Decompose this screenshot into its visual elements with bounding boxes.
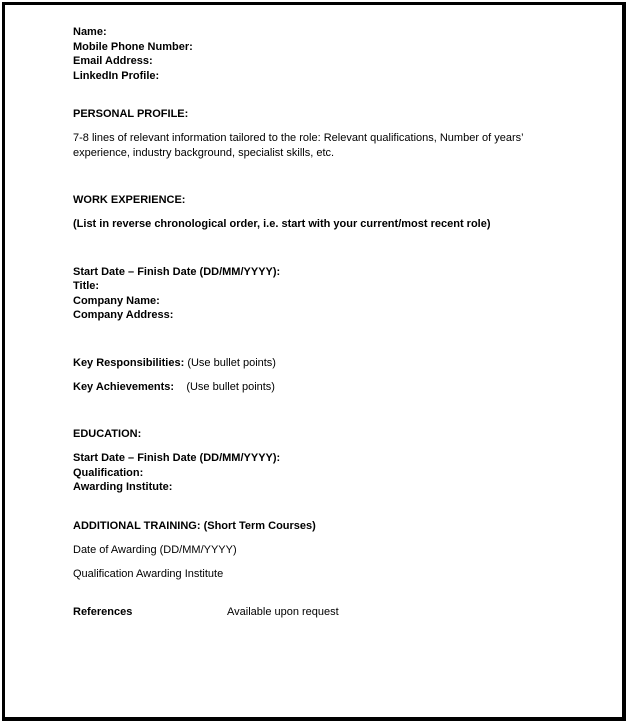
key-achievements-row [73,380,593,395]
key-achievements-note: (Use bullet points) [174,380,275,393]
mobile-label: Mobile Phone Number: [73,40,193,53]
qualification-awarding-line: Qualification Awarding Institute [73,567,224,580]
work-experience-heading: WORK EXPERIENCE: [73,194,186,206]
company-name-label: Company Name: [73,294,160,307]
email-label: Email Address: [73,55,153,67]
work-dates-label: Start Date – Finish Date (DD/MM/YYYY): [73,265,281,278]
date-of-awarding-line: Date of Awarding (DD/MM/YYYY) [73,543,237,556]
references-label: References [73,606,133,618]
key-responsibilities-row [73,356,593,371]
personal-profile-heading: PERSONAL PROFILE: [73,108,189,120]
key-responsibilities-note: (Use bullet points) [184,356,276,369]
qualification-label: Qualification: [73,466,144,479]
key-achievements-label: Key Achievements: [73,380,175,393]
education-heading: EDUCATION: [73,428,142,440]
linkedin-label: LinkedIn Profile: [73,69,160,82]
references-value: Available upon request [227,606,339,618]
name-label: Name: [73,26,107,38]
education-dates-label: Start Date – Finish Date (DD/MM/YYYY): [73,452,281,464]
work-experience-note: (List in reverse chronological order, i.e. start with your current/most recent role) [73,218,491,230]
key-responsibilities-label: Key Responsibilities: [73,356,185,369]
personal-profile-text: 7-8 lines of relevant information tailored to the role: Relevant qualifications, Number of years’ experience, industry background, specialist skills, etc. [73,132,524,159]
company-address-label: Company Address: [73,309,174,321]
awarding-institute-label: Awarding Institute: [73,481,173,493]
work-title-label: Title: [73,280,100,292]
references-row [73,605,593,620]
cv-template [73,25,593,620]
additional-training-heading: ADDITIONAL TRAINING: (Short Term Courses) [73,519,316,532]
